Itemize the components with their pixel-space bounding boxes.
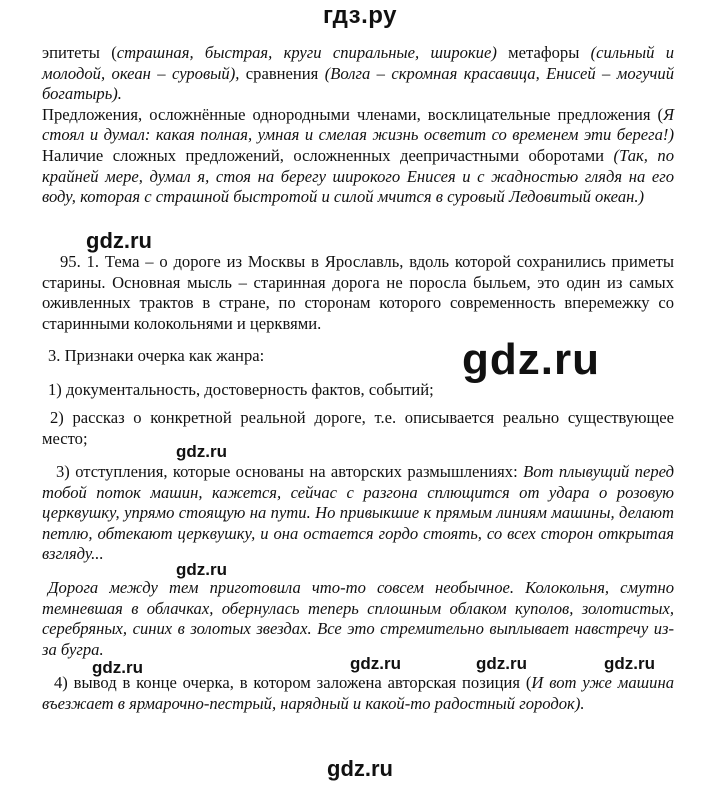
text-run-italic: страшная, быстрая, круги спиральные, широкие) — [116, 43, 497, 62]
list-item-2: 2) рассказ о конкретной реальной дороге, т.е. описывается реально существующее место; — [42, 408, 674, 448]
text-run-italic: (Так, по крайней мере, думал я, стоя на берегу широкого Енисея и с жадностью глядя на его воду, которая с страшной быстротой и силой мчится в суровый Ледовитый океан.) — [42, 145, 674, 207]
text-run-italic: Вот плывущий перед тобой поток машин, кажется, сейчас с разгона сплющится от удара о розовую церквушку, упрямо стоящую на пути. Но привыкшие к прямым линиям машины, делают петлю, обтекают церквушку, и она остается гордо стоять, со всех сторон открытая взгляду... — [42, 462, 674, 564]
paragraph-tropes — [42, 43, 674, 105]
text-run: 3) отступления, которые основаны на авторских размышлениях: — [56, 462, 524, 481]
text-run-italic: (сильный и молодой, океан – суровый), — [42, 43, 674, 83]
text-run-italic: (Волга – скромная красавица, Енисей – могучий богатырь). — [42, 63, 674, 104]
watermark: gdz.ru — [176, 560, 227, 579]
paragraph-syntax — [42, 105, 674, 208]
paragraph-genre-title: 3. Признаки очерка как жанра: — [48, 346, 265, 365]
watermark: gdz.ru — [476, 654, 527, 673]
list-item-4 — [42, 673, 674, 714]
watermark: gdz.ru — [604, 654, 655, 673]
text-run-italic: И вот уже машина въезжает в ярмарочно-пестрый, нарядный и какой-то радостный городок). — [42, 673, 674, 713]
paragraph-theme: 95. 1. Тема – о дороге из Москвы в Ярославль, вдоль которой сохранились приметы старины. Основная мысль – старинная дорога не поросла быльем, это один из самых оживленных трактов в стране, по сторонам которого современность вперемежку со старинными колокольнями и церквями. — [42, 252, 674, 333]
text-run: сравнения — [239, 63, 325, 83]
watermark: gdz.ru — [86, 228, 152, 253]
watermark: gdz.ru — [350, 654, 401, 673]
text-run: Наличие сложных предложений, осложненных деепричастными оборотами — [42, 145, 614, 165]
footer-watermark: gdz.ru — [327, 756, 393, 781]
text-run: эпитеты ( — [42, 43, 117, 62]
watermark: gdz.ru — [92, 658, 143, 677]
list-item-3 — [42, 462, 674, 565]
text-run: Предложения, осложнённые однородными членами, восклицательные предложения ( — [42, 104, 664, 124]
watermark-large: gdz.ru — [462, 335, 600, 384]
quote-paragraph: Дорога между тем приготовила что-то совсем необычное. Колокольня, смутно темневшая в облачках, обернулась теперь сплошным облаком куполов, золотистых, серебряных, синих в золотых звездах. Все это стремительно выплывает навстречу из-за бугра. — [42, 578, 674, 659]
watermark: gdz.ru — [176, 442, 227, 461]
text-run: 4) вывод в конце очерка, в котором заложена авторская позиция ( — [54, 673, 532, 692]
list-item-1: 1) документальность, достоверность фактов, событий; — [48, 380, 434, 399]
page-header: гдз.ру — [323, 2, 397, 29]
text-run-italic: Я стоял и думал: какая полная, умная и смелая жизнь осветит со временем эти берега!) — [42, 104, 674, 145]
analysis-block — [42, 43, 674, 208]
text-run: метафоры — [496, 43, 591, 62]
